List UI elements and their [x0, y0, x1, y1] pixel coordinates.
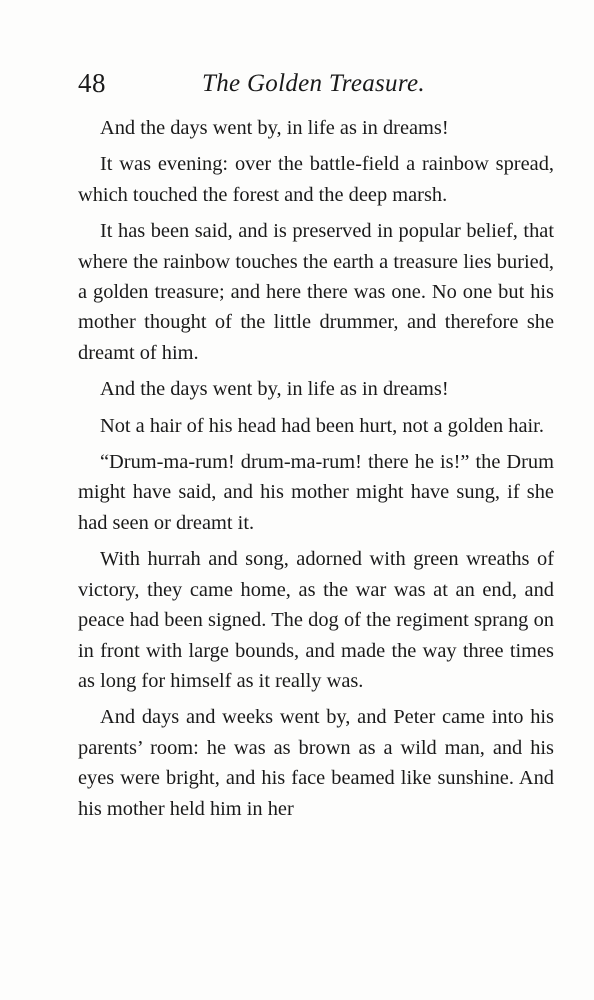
paragraph-7: With hurrah and song, adorned with green wreaths of victory, they came home, as the war was at an end, and peace had been signed. The dog of the regiment sprang on in front with large bounds, and made the way three times as long for himself as it really was.	[78, 548, 554, 692]
paragraph-8: And days and weeks went by, and Peter came into his parents’ room: he was as brown as a wild man, and his eyes were bright, and his face beamed like sunshine. And his mother held him in her	[78, 706, 554, 820]
running-title: The Golden Treasure.	[202, 70, 425, 97]
paragraph-1: And the days went by, in life as in dreams!	[100, 117, 449, 139]
page-header	[78, 68, 554, 108]
paragraph-6: “Drum-ma-rum! drum-ma-rum! there he is!” the Drum might have said, and his mother might have sung, if she had seen or dreamt it.	[78, 451, 554, 534]
paragraph-5: Not a hair of his head had been hurt, not a golden hair.	[100, 414, 544, 437]
body-text	[78, 113, 554, 824]
paragraph-2: It was evening: over the battle-field a rainbow spread, which touched the forest and the deep marsh.	[78, 153, 554, 206]
paragraph-3: It has been said, and is preserved in popular belief, that where the rainbow touches the earth a treasure lies buried, a golden treasure; and here there was one. No one but his mother thought of the little drummer, and therefore she dreamt of him.	[78, 220, 554, 364]
paragraph-4: And the days went by, in life as in dreams!	[100, 378, 449, 401]
page-number: 48	[78, 68, 106, 98]
